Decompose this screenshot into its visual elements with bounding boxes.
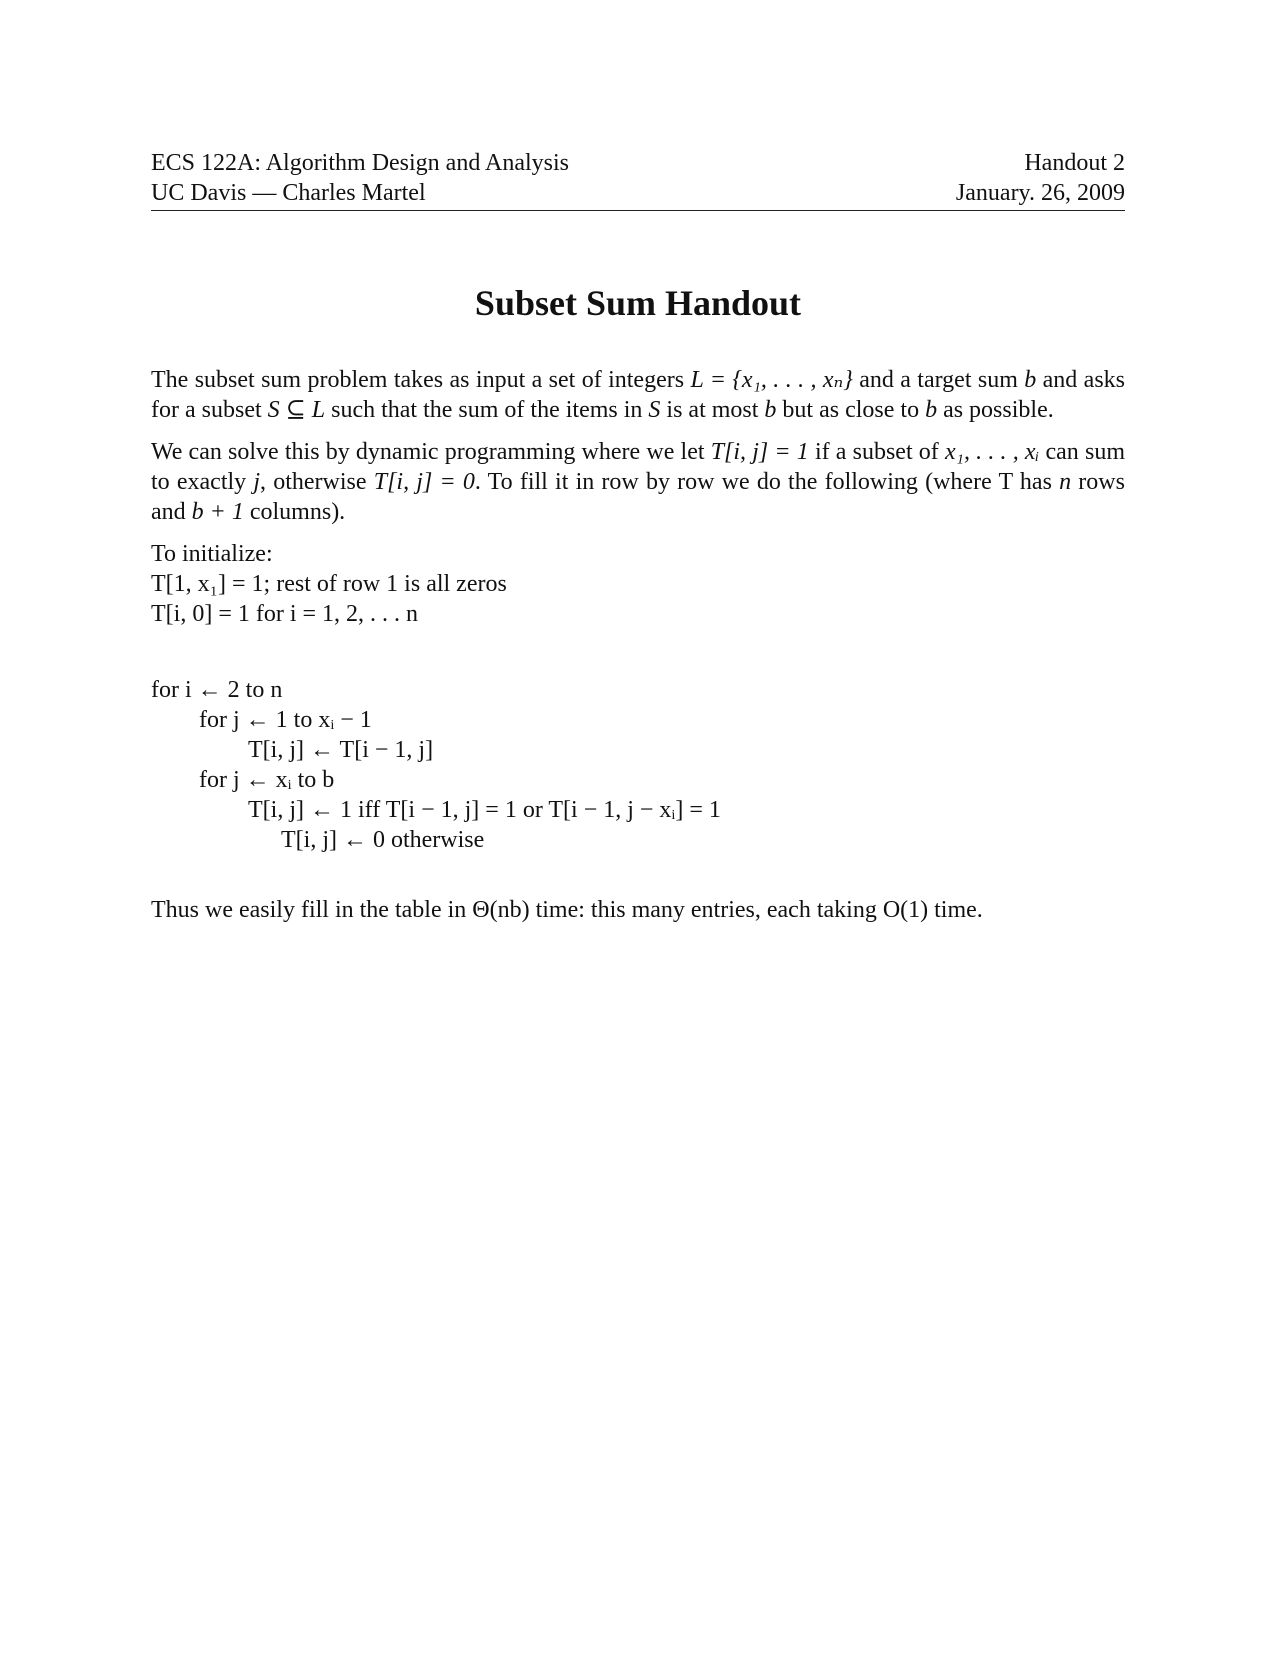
intro-text-7: as possible.: [937, 397, 1054, 423]
algo-line-3: T[i, j] ← T[i − 1, j]: [248, 737, 434, 763]
algo-line-2: for j ← 1 to xᵢ − 1: [199, 707, 372, 733]
dp-text-1: We can solve this by dynamic programming where we let: [151, 439, 711, 465]
intro-math-6: b: [925, 397, 938, 423]
handout-date: January. 26, 2009: [955, 180, 1125, 206]
intro-paragraph: [151, 365, 1125, 425]
intro-text-1: The subset sum problem takes as input a set of integers: [151, 367, 691, 393]
header-left: [151, 148, 569, 208]
initialization-block: [151, 539, 1125, 629]
dp-text-3: can sum to exactly: [151, 439, 1125, 495]
institution-author: UC Davis — Charles Martel: [151, 180, 426, 206]
intro-text-5: is at most: [660, 397, 765, 423]
init-line-1: T[1, x₁] = 1; rest of row 1 is all zeros: [151, 571, 507, 597]
intro-math-5: b: [764, 397, 777, 423]
intro-text-4: such that the sum of the items in: [325, 397, 649, 423]
intro-text-6: but as close to: [776, 397, 926, 423]
intro-text-3: and asks for a subset: [151, 367, 1126, 423]
intro-math-2: b: [1024, 367, 1037, 393]
algo-line-4: for j ← xᵢ to b: [199, 767, 335, 793]
intro-math-3: S ⊆ L: [267, 397, 326, 423]
dp-text-2: if a subset of: [808, 439, 945, 465]
algo-line-1: for i ← 2 to n: [151, 677, 283, 703]
dp-text-4: , otherwise: [260, 469, 374, 495]
page-header: [151, 148, 1125, 211]
dp-math-1: T[i, j] = 1: [710, 439, 809, 465]
dp-paragraph: [151, 437, 1125, 527]
init-line-2: T[i, 0] = 1 for i = 1, 2, . . . n: [151, 601, 419, 627]
intro-math-4: S: [648, 397, 661, 423]
algorithm-pseudocode: [151, 675, 1125, 855]
init-heading: To initialize:: [151, 541, 273, 567]
header-right: [956, 148, 1125, 208]
conclusion-paragraph: Thus we easily fill in the table in Θ(nb) time: this many entries, each taking O(1) time.: [151, 897, 983, 923]
dp-text-5: . To fill it in row by row we do the following (where T has: [474, 469, 1060, 495]
handout-number: Handout 2: [1024, 150, 1125, 176]
algo-line-6: T[i, j] ← 0 otherwise: [281, 827, 485, 853]
intro-text-2: and a target sum: [852, 367, 1025, 393]
intro-math-1: L = {x₁, . . . , xₙ}: [690, 367, 853, 393]
dp-math-6: b + 1: [191, 499, 244, 525]
dp-math-5: n: [1059, 469, 1072, 495]
course-title: ECS 122A: Algorithm Design and Analysis: [151, 150, 570, 176]
dp-math-2: x₁, . . . , xᵢ: [944, 439, 1040, 465]
dp-math-4: T[i, j] = 0: [373, 469, 475, 495]
dp-text-7: columns).: [243, 499, 346, 525]
algo-line-5: T[i, j] ← 1 iff T[i − 1, j] = 1 or T[i − 1, j − xᵢ] = 1: [248, 797, 721, 823]
page-title: Subset Sum Handout: [474, 283, 802, 323]
dp-math-3: j: [253, 469, 261, 495]
dp-text-6: rows and: [151, 469, 1125, 525]
document-page: [151, 148, 1125, 925]
